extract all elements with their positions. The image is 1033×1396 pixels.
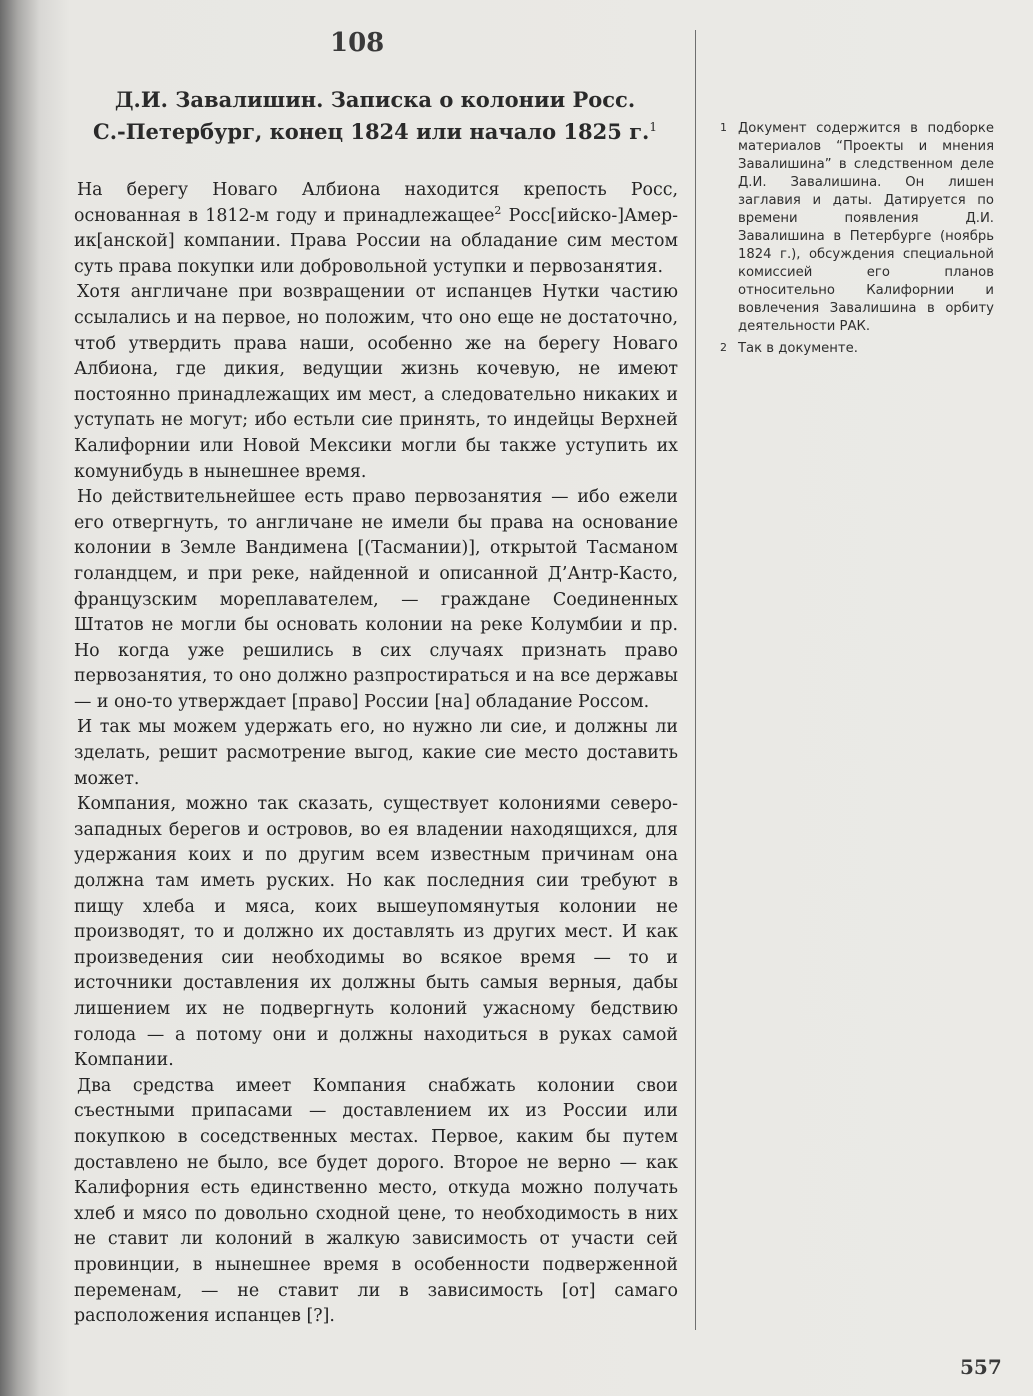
footnote-1-number: 1 xyxy=(720,121,727,134)
paragraph-2: Хотя англичане при возвращении от испанцев Нутки частию ссылались и на первое, но положим, что оно еще не достаточно, чтоб утвердить права наши, особенно же на берегу Новаго Албиона, где дикия, ведущии жизнь кочевую, не имеют постоянно принадлежащих им мест, а следовательно никаких и уступать не могут; ибо естьли сие принять, то индейцы Верхней Калифорнии или Новой Мексики могли бы также уступить их комунибудь в нынешнее время. xyxy=(74,282,678,482)
title-footnote-ref: 1 xyxy=(649,120,658,134)
footnote-1-text: Документ содержится в подборке материалов “Проекты и мнения Завалишина” в следственном деле Д.И. Завалишина. Он лишен заглавия и даты. Датируется по времени появления Д.И. Завалишина в Петербурге (ноябрь 1824 г.), обсуждения специальной комиссией его планов относительно Калифорнии и вовлечения Завалишина в орбиту деятельности РАК. xyxy=(738,121,994,334)
column-divider xyxy=(695,30,696,1330)
paragraph-5: Компания, можно так сказать, существует колониями северо-западных берегов и островов, во ея владении находящихся, для удержания коих и по другим всем известным причинам она должна там иметь руских. Но как последния сии требуют в пищу хлеба и мяса, коих вышеупомянутыя колонии не производят, то и должно их доставлять из других мест. И как произведения сии необходимы во всякое время — то и источники доставления их должны быть самыя верныя, дабы лишением их не подвергнуть колоний ужасному бедствию голода — а потому они и должны находиться в руках самой Компании. xyxy=(74,794,678,1071)
main-text xyxy=(74,178,678,1330)
title-line-2-text: С.-Петербург, конец 1824 или начало 1825 г. xyxy=(92,119,650,144)
footnote-2-text: Так в документе. xyxy=(738,341,858,356)
footnote-2 xyxy=(716,340,994,358)
footnote-1 xyxy=(716,120,994,336)
footnotes xyxy=(716,120,994,362)
page-number: 557 xyxy=(960,1355,1002,1379)
paragraph-6: Два средства имеет Компания снабжать колонии свои съестными припасами — доставлением их из России или покупкою в соседственных местах. Первое, каким бы путем доставлено не было, все будет дорого. Второе не верно — как Калифорния есть единственно место, откуда можно получать хлеб и мясо по довольно сходной цене, то необходимость в них не ставит ли колоний в жалкую зависимость от участи сей провинции, в нынешнее время в особенности подверженной переменам, — не ставит ли в зависимость [от] самаго расположения испанцев [?]. xyxy=(74,1075,678,1327)
paragraph-1-text-b: Росс[ийско-]Амер-ик[анской] компании. Права России на обладание сим местом суть права покупки или добровольной уступки и первозанятия. xyxy=(74,205,678,277)
paragraph-3: Но действительнейшее есть право первозанятия — ибо ежели его отвергнуть, то англичане не имели бы права на основание колонии в Земле Вандимена [(Тасмании)], открытой Тасманом голандцем, и при реке, найденной и описанной Д’Антр-Касто, французским мореплавателем, — граждане Соединенных Штатов не могли бы основать колонии на реке Колумбии и пр. Но когда уже решились в сих случаях признать право первозанятия, то оно должно разпростираться и на все державы — и оно-то утверждает [право] России [на] обладание Россом. xyxy=(74,487,678,712)
title-line-1: Д.И. Завалишин. Записка о колонии Росс. xyxy=(114,87,636,112)
paragraph-1-footnote-ref: 2 xyxy=(494,203,502,217)
document-number: 108 xyxy=(330,28,385,58)
title-line-2 xyxy=(80,116,670,148)
paragraph-1 xyxy=(74,178,678,280)
paragraph-4: И так мы можем удержать его, но нужно ли сие, и должны ли зделать, решит расмотрение выгод, какие сие место доставить может. xyxy=(74,717,678,789)
document-title xyxy=(80,84,670,148)
footnote-2-number: 2 xyxy=(720,341,727,354)
paragraph-1-text-a: На берегу Новаго Албиона находится крепость Росс, основанная в 1812-м году и принадлежащее xyxy=(74,180,678,226)
